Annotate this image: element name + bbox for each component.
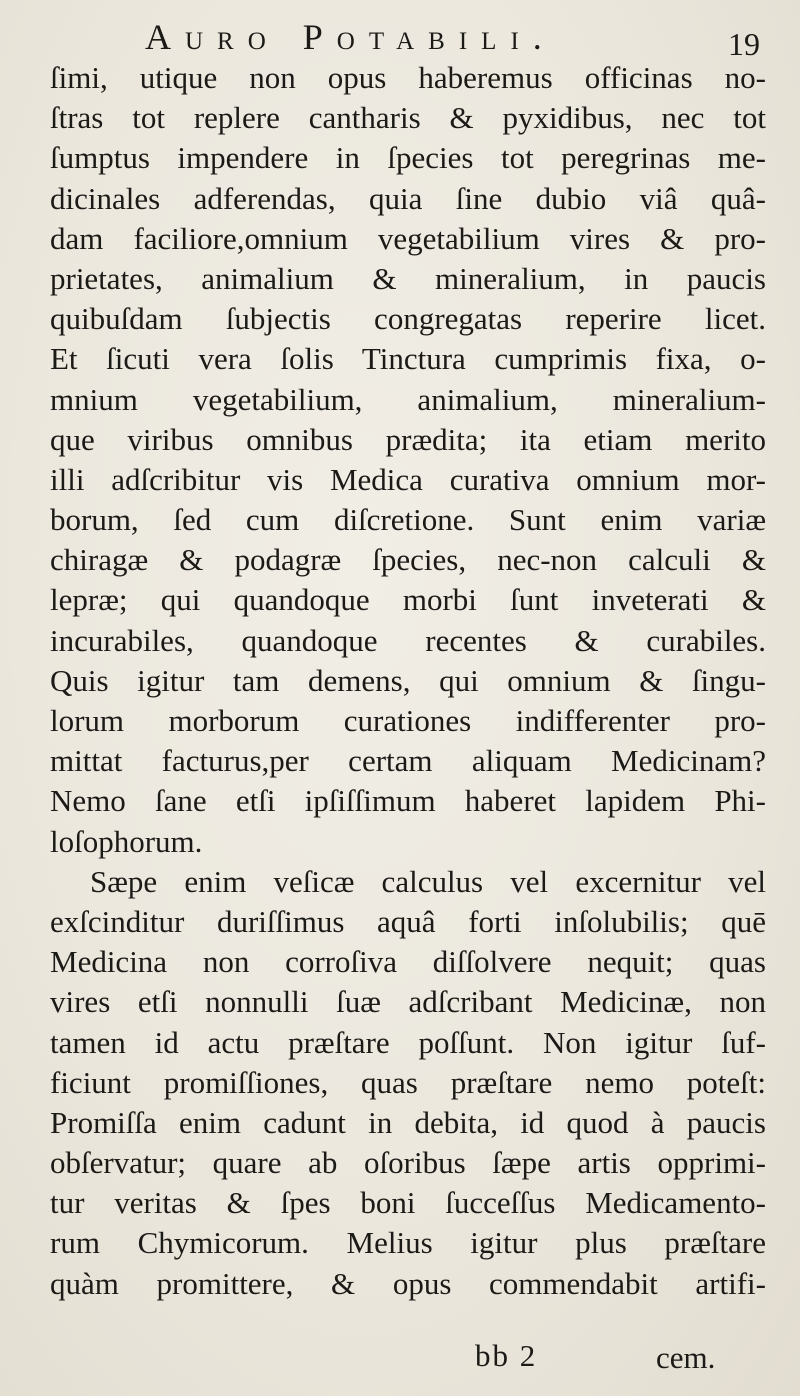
text-line: borum, ſed cum diſcretione. Sunt enim variæ xyxy=(50,502,766,538)
text-line: lepræ; qui quandoque morbi ſunt inveterati & xyxy=(50,582,766,618)
text-line: mnium vegetabilium, animalium, mineralium- xyxy=(50,381,766,417)
text-line: Nemo ſane etſi ipſiſſimum haberet lapidem Phi- xyxy=(50,783,766,819)
page-header xyxy=(145,12,770,62)
text-line: quàm promittere, & opus commendabit artifi- xyxy=(50,1265,766,1301)
text-line: Medicina non corroſiva diſſolvere nequit; quas xyxy=(50,944,766,980)
text-line: exſcinditur duriſſimus aquâ forti inſolubilis; quē xyxy=(50,903,766,939)
page-number: 19 xyxy=(728,26,760,62)
text-line: Sæpe enim veſicæ calculus vel excernitur vel xyxy=(90,863,766,899)
text-line: ſtras tot replere cantharis & pyxidibus, nec tot xyxy=(50,100,766,136)
text-line: prietates, animalium & mineralium, in paucis xyxy=(50,260,766,296)
text-line: dicinales adferendas, quia ſine dubio viâ quâ- xyxy=(50,180,766,216)
text-line: dam faciliore,omnium vegetabilium vires & pro- xyxy=(50,220,766,256)
text-line: ſumptus impendere in ſpecies tot peregrinas me- xyxy=(50,140,766,176)
text-line: mittat facturus,per certam aliquam Medicinam? xyxy=(50,743,766,779)
text-line: rum Chymicorum. Melius igitur plus præſtare xyxy=(50,1225,766,1261)
text-line: lorum morborum curationes indifferenter pro- xyxy=(50,703,766,738)
signature-mark: bb 2 xyxy=(475,1338,538,1373)
text-line: que viribus omnibus prædita; ita etiam merito xyxy=(50,421,766,457)
text-line: Promiſſa enim cadunt in debita, id quod à paucis xyxy=(50,1104,766,1140)
text-line: obſervatur; quare ab oſoribus ſæpe artis opprimi- xyxy=(50,1145,766,1181)
catchword: cem. xyxy=(656,1340,716,1375)
text-line: tamen id actu præſtare poſſunt. Non igitur ſuf- xyxy=(50,1024,766,1060)
text-line: vires etſi nonnulli ſuæ adſcribant Medicinæ, non xyxy=(50,984,766,1020)
text-line: quibuſdam ſubjectis congregatas reperire licet. xyxy=(50,301,766,337)
text-line: Quis igitur tam demens, qui omnium & ſingu- xyxy=(50,662,766,698)
running-title: Auro Potabili. xyxy=(145,17,556,57)
text-line: ficiunt promiſſiones, quas præſtare nemo poteſt: xyxy=(50,1064,766,1100)
text-line: illi adſcribitur vis Medica curativa omnium mor- xyxy=(50,461,766,497)
text-line: ſimi, utique non opus haberemus officinas no- xyxy=(50,60,766,95)
page-footer xyxy=(0,1338,800,1388)
body-text xyxy=(50,58,766,1304)
text-line: chiragæ & podagræ ſpecies, nec-non calculi & xyxy=(50,542,766,578)
text-line: incurabiles, quandoque recentes & curabiles. xyxy=(50,622,766,658)
text-line: Et ſicuti vera ſolis Tinctura cumprimis fixa, o- xyxy=(50,341,766,377)
text-line: tur veritas & ſpes boni ſucceſſus Medicamento- xyxy=(50,1185,766,1221)
text-line: loſophorum. xyxy=(50,823,203,859)
